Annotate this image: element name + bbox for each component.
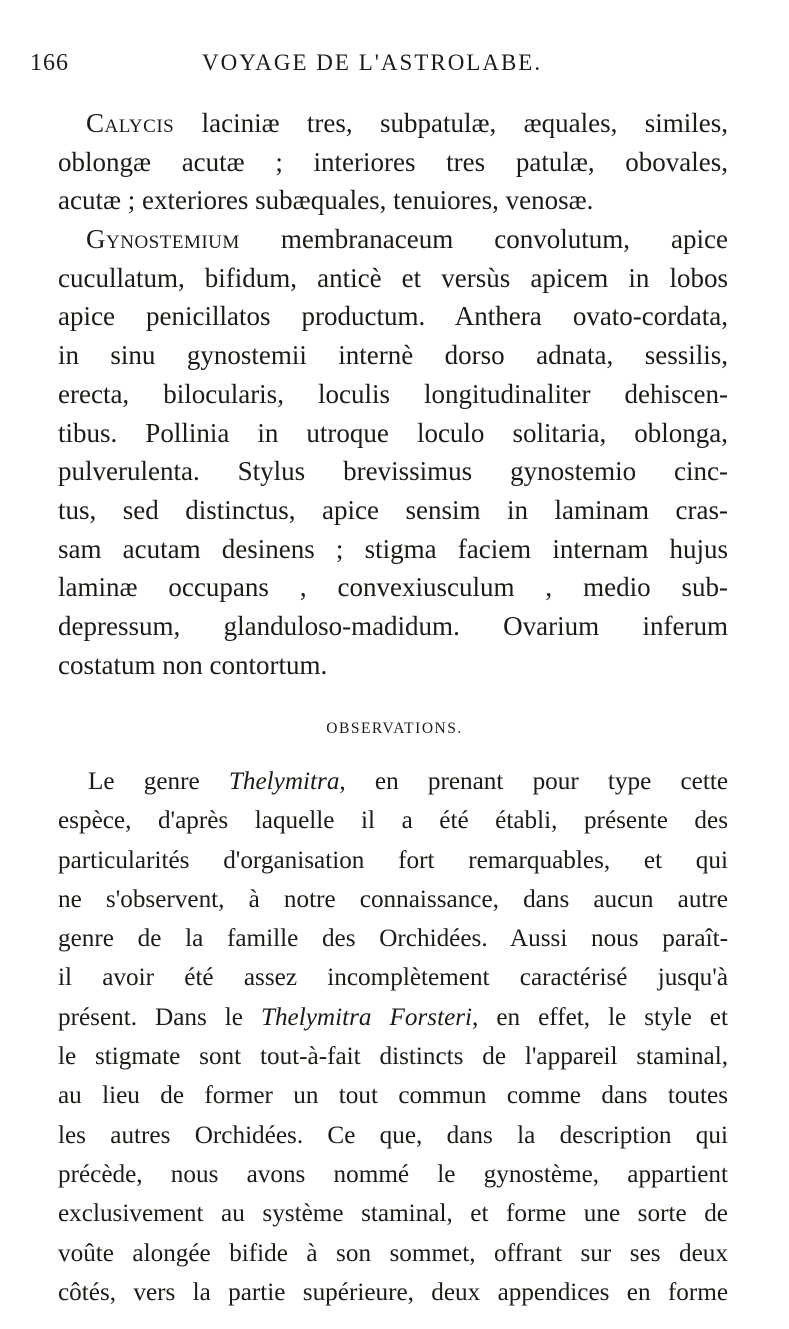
text-line: exclusivement au système staminal, et forme une sorte de bbox=[58, 1200, 728, 1228]
text-line: erecta, bilocularis, loculis longitudinaliter dehiscen- bbox=[58, 378, 728, 409]
text-line: depressum, glanduloso-madidum. Ovarium inferum bbox=[58, 610, 728, 641]
page-header bbox=[0, 50, 789, 82]
text-line: précède, nous avons nommé le gynostème, appartient bbox=[58, 1160, 728, 1188]
text-line: costatum non contortum. bbox=[58, 649, 328, 680]
text-line: sam acutam desinens ; stigma faciem internam hujus bbox=[58, 533, 728, 564]
text-line: apice penicillatos productum. Anthera ovato-cordata, bbox=[58, 301, 728, 332]
text-line: Gynostemium membranaceum convolutum, apice bbox=[86, 224, 728, 255]
species-name: Thelymitra Forsteri bbox=[260, 1003, 473, 1031]
page-number: 166 bbox=[30, 50, 69, 76]
text-line: in sinu gynostemii internè dorso adnata, sessilis, bbox=[58, 340, 728, 371]
text-line: côtés, vers la partie supérieure, deux appendices en forme bbox=[58, 1278, 728, 1306]
text-line: au lieu de former un tout commun comme dans toutes bbox=[58, 1082, 728, 1110]
observations-block bbox=[58, 762, 728, 1312]
text-line: cucullatum, bifidum, anticè et versùs apicem in lobos bbox=[58, 262, 728, 293]
text-line: il avoir été assez incomplètement caractérisé jusqu'à bbox=[58, 964, 728, 992]
text-line: laminæ occupans , convexiusculum , medio sub- bbox=[58, 572, 728, 603]
text-line: le stigmate sont tout-à-fait distincts de l'appareil staminal, bbox=[58, 1043, 728, 1071]
text-line: ne s'observent, à notre connaissance, dans aucun autre bbox=[58, 885, 728, 913]
text-line: tus, sed distinctus, apice sensim in laminam cras- bbox=[58, 494, 728, 525]
text-line: Le genre Thelymitra, en prenant pour type cette bbox=[88, 768, 729, 795]
text-line: les autres Orchidées. Ce que, dans la description qui bbox=[58, 1121, 728, 1149]
text-line: voûte alongée bifide à son sommet, offrant sur ses deux bbox=[58, 1239, 728, 1267]
text-line: espèce, d'après laquelle il a été établi, présente des bbox=[58, 807, 728, 835]
calycis-label: Calycis bbox=[86, 108, 175, 138]
text-line: présent. Dans le Thelymitra Forsteri, en effet, le style et bbox=[58, 1003, 728, 1031]
text-line: Calycis laciniæ tres, subpatulæ, æquales, similes, bbox=[86, 108, 728, 138]
genus-name: Thelymitra bbox=[228, 768, 340, 795]
running-title: VOYAGE DE L'ASTROLABE. bbox=[202, 50, 543, 75]
text-line: particularités d'organisation fort remarquables, et qui bbox=[58, 846, 728, 874]
text-line: genre de la famille des Orchidées. Aussi nous paraît- bbox=[58, 925, 728, 953]
text-line: acutæ ; exteriores subæquales, tenuiores, venosæ. bbox=[58, 185, 594, 216]
gynostemium-label: Gynostemium bbox=[86, 224, 240, 255]
text-line: tibus. Pollinia in utroque loculo solitaria, oblonga, bbox=[58, 417, 728, 448]
description-block bbox=[58, 104, 728, 684]
text-line: oblongæ acutæ ; interiores tres patulæ, obovales, bbox=[58, 146, 728, 177]
section-heading: OBSERVATIONS. bbox=[326, 720, 463, 737]
text-line: pulverulenta. Stylus brevissimus gynostemio cinc- bbox=[58, 456, 728, 487]
